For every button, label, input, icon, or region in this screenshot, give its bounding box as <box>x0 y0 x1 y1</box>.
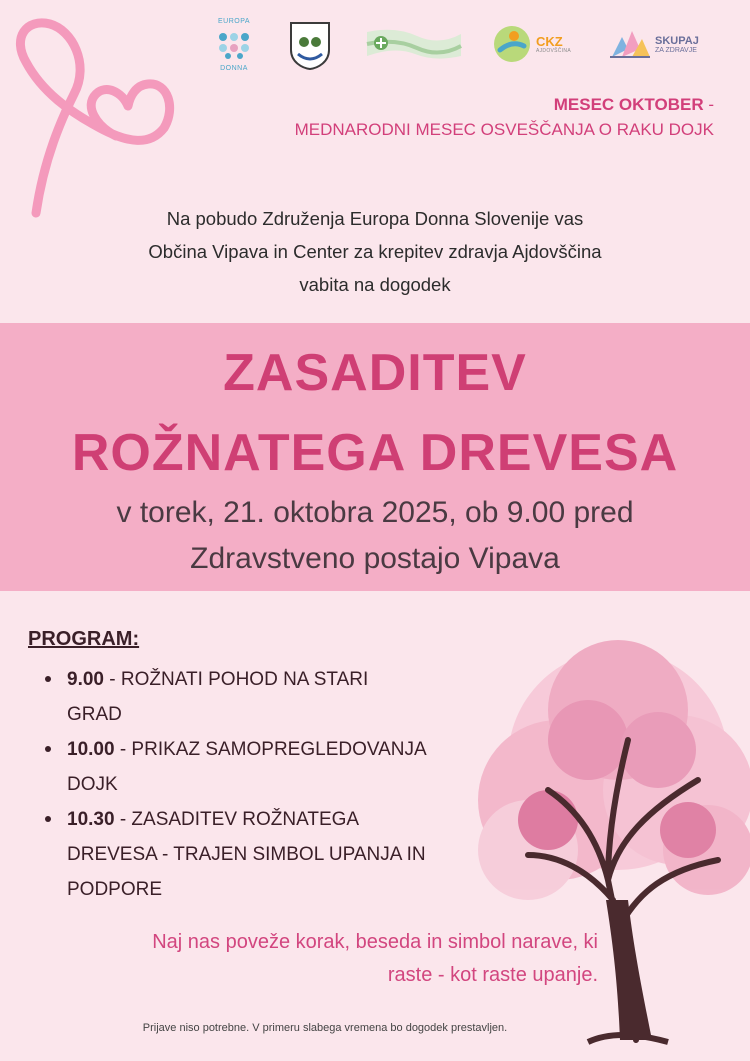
program-item: 9.00 - ROŽNATI POHOD NA STARI GRAD <box>28 662 488 732</box>
partner-logos <box>210 14 730 76</box>
closing-quote: Naj nas poveže korak, beseda in simbol narave, ki raste - kot raste upanje. <box>152 931 598 986</box>
footer-note: Prijave niso potrebne. V primeru slabega vremena bo dogodek prestavljen. <box>142 1022 508 1034</box>
event-title: ZASADITEV ROŽNATEGA DREVESA <box>71 344 679 482</box>
europa-donna-logo: EUROPA DONNA <box>217 18 251 72</box>
program-item: 10.30 - ZASADITEV ROŽNATEGA DREVESA - TRAJEN SIMBOL UPANJA IN PODPORE <box>28 802 488 907</box>
skupaj-za-zdravje-logo: SKUPAJ ZA ZDRAVJE <box>608 26 699 62</box>
program-list <box>28 662 488 907</box>
health-flag-logo-icon <box>365 26 463 62</box>
program-heading: PROGRAM: <box>28 628 140 650</box>
month-title: MESEC OKTOBER <box>553 95 704 114</box>
program-item: 10.00 - PRIKAZ SAMOPREGLEDOVANJA DOJK <box>28 732 488 802</box>
month-subtitle: MEDNARODNI MESEC OSVEŠČANJA O RAKU DOJK <box>294 120 714 139</box>
ckz-logo: CKZ AJDOVŠČINA <box>492 22 571 66</box>
europa-donna-icon <box>217 31 251 59</box>
ckz-icon <box>492 24 532 64</box>
invitation-intro: Na pobudo Združenja Europa Donna Slovenije vas Občina Vipava in Center za krepitev zdravja Ajdovščina vabita na dogodek <box>148 208 602 295</box>
obcina-vipava-crest-icon <box>288 20 332 70</box>
month-header: MESEC OKTOBER - MEDNARODNI MESEC OSVEŠČANJA O RAKU DOJK <box>295 92 714 142</box>
event-date-place: v torek, 21. oktobra 2025, ob 9.00 pred Zdravstveno postajo Vipava <box>116 496 634 575</box>
pink-ribbon-heart-icon <box>0 8 180 218</box>
skupaj-icon <box>608 27 652 61</box>
